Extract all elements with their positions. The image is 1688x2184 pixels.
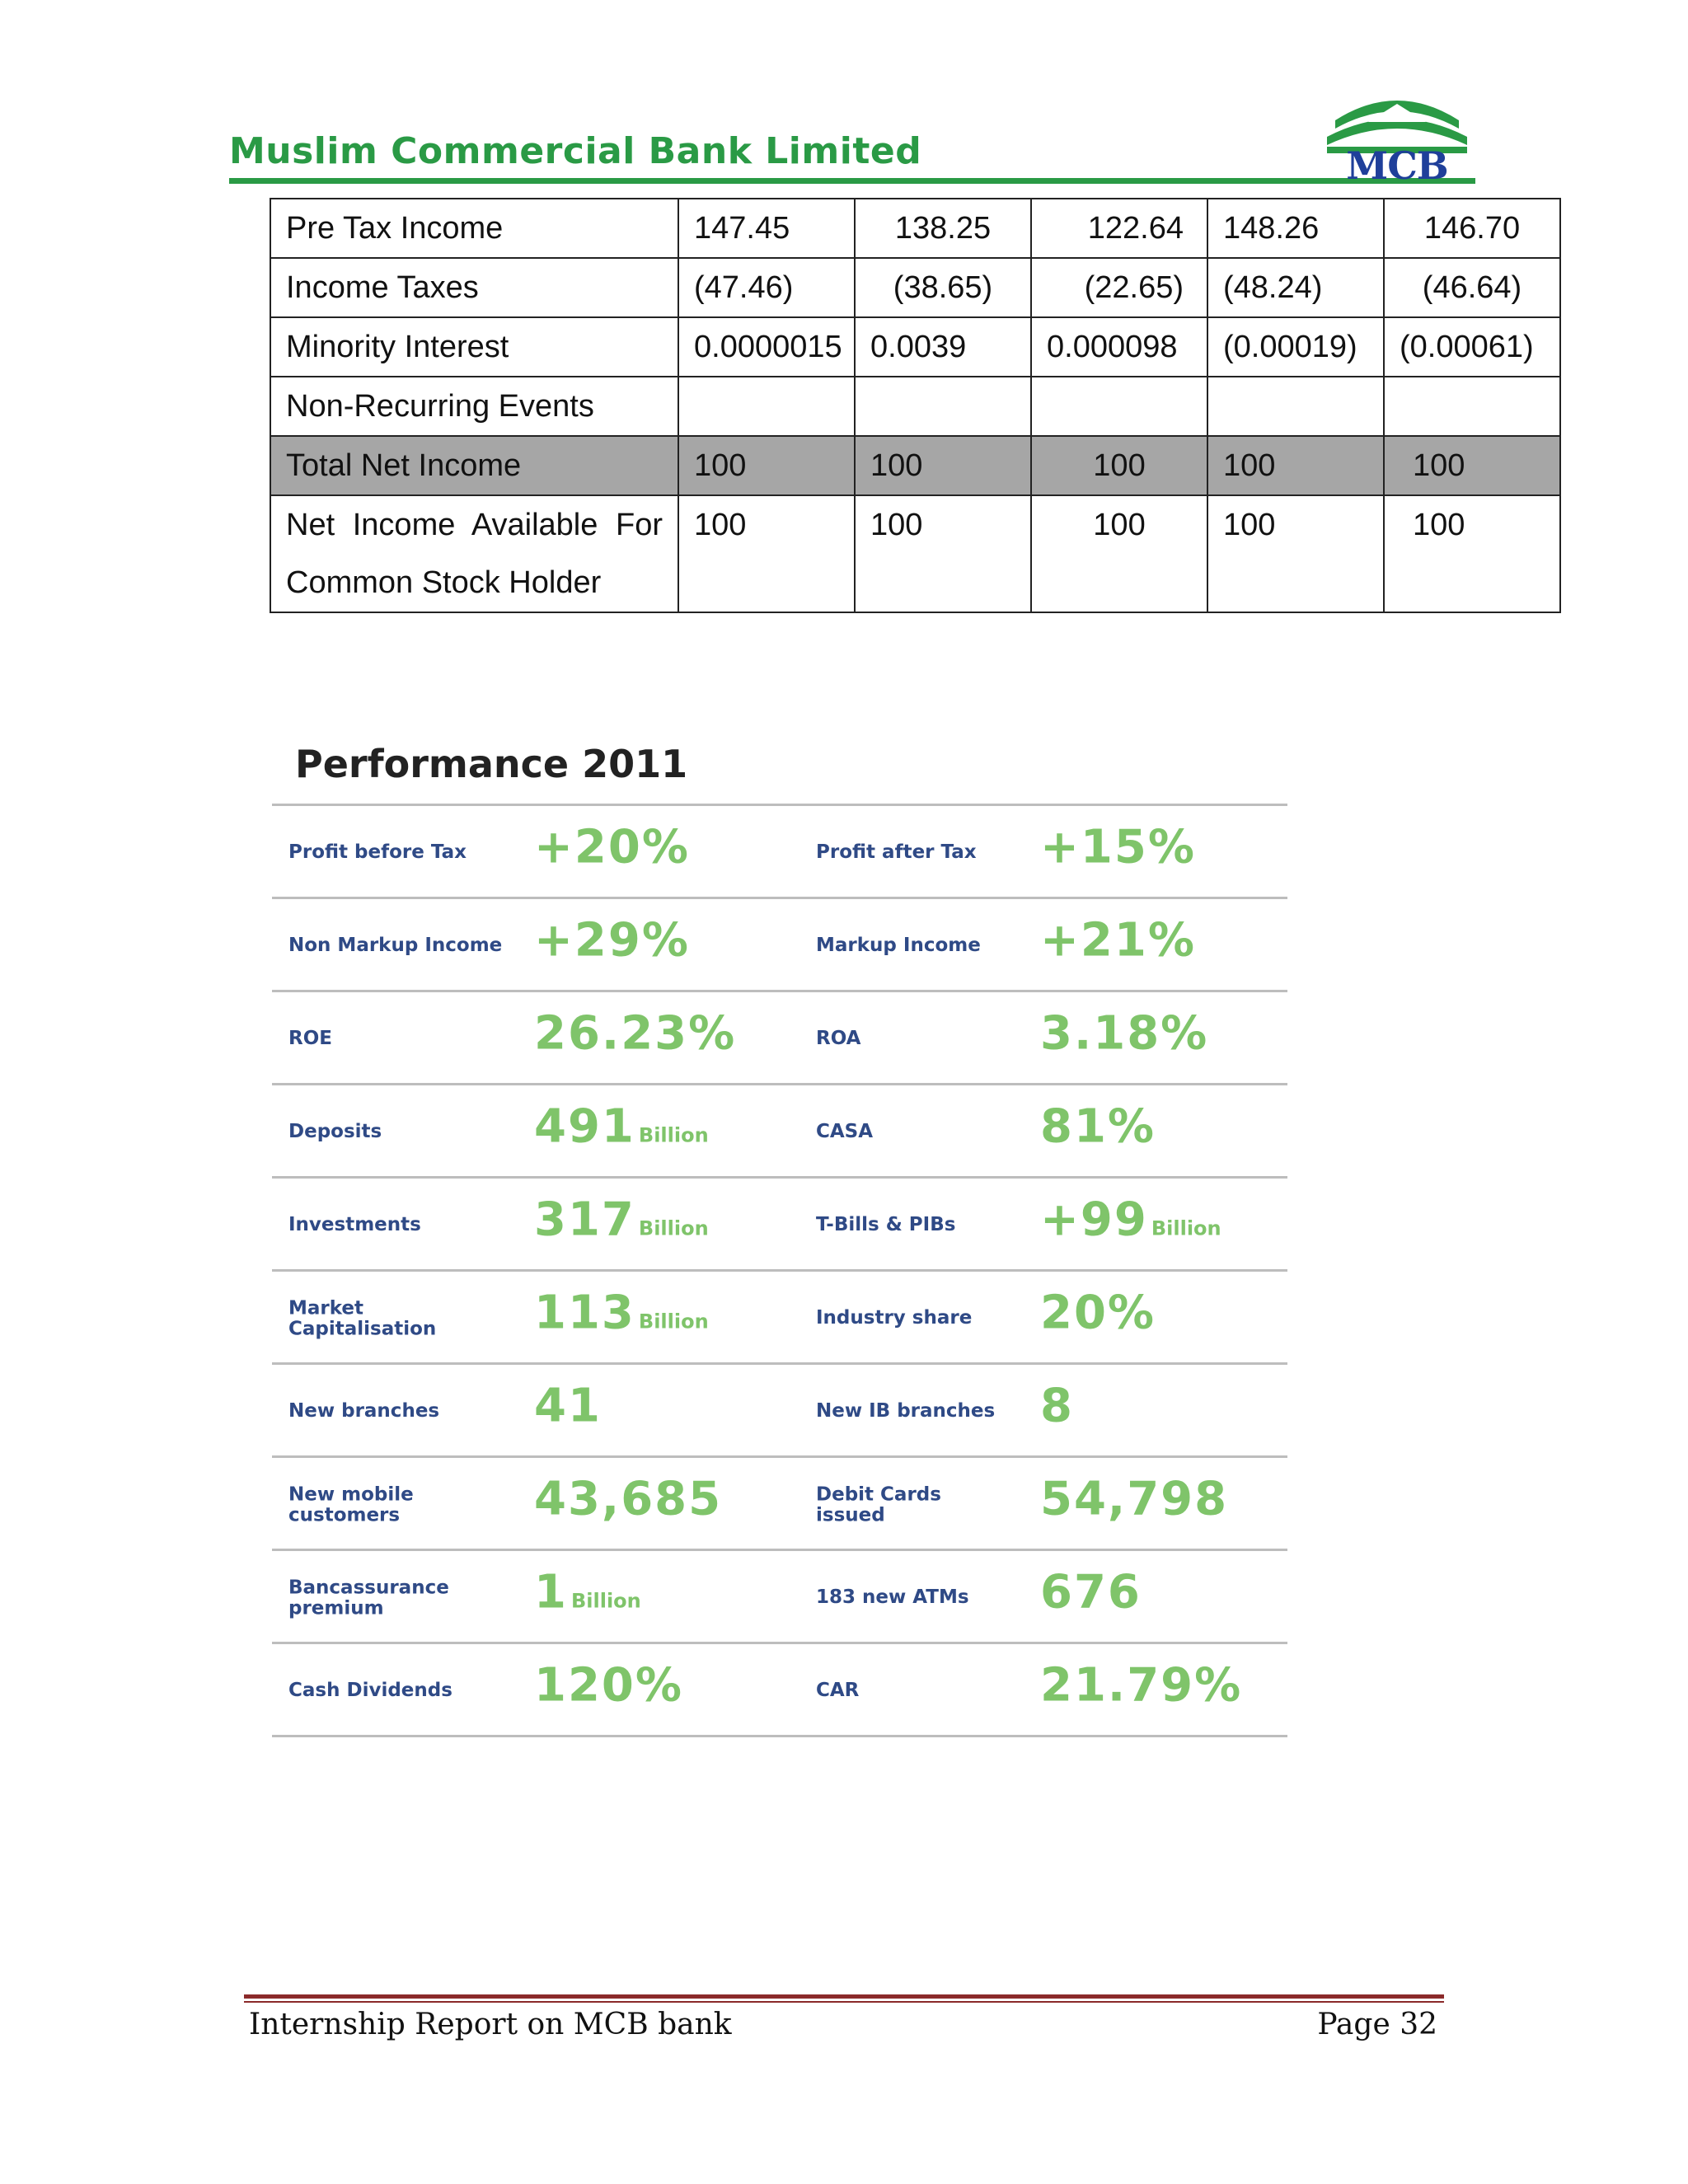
metric-label: Market Capitalisation — [288, 1297, 437, 1340]
metric-value — [1040, 1472, 1228, 1526]
metric-unit: Billion — [638, 1216, 709, 1240]
bank-name-heading: Muslim Commercial Bank Limited — [229, 130, 922, 172]
performance-row — [272, 804, 1287, 897]
metric-value — [534, 1099, 709, 1153]
metric-value — [1040, 1565, 1142, 1619]
performance-row — [272, 897, 1287, 990]
metric-label: Markup Income — [816, 934, 981, 956]
table-row — [270, 258, 1560, 317]
table-cell: 0.000098 — [1031, 317, 1207, 377]
metric-label: Bancassurance premium — [288, 1577, 449, 1619]
row-label: Non-Recurring Events — [270, 377, 678, 436]
metric-number: 81% — [1040, 1099, 1156, 1154]
table-cell: 100 — [1384, 495, 1560, 612]
performance-row — [272, 1083, 1287, 1176]
metric-label: Profit before Tax — [288, 841, 467, 863]
table-cell: 148.26 — [1207, 199, 1384, 258]
table-cell: 100 — [1031, 436, 1207, 495]
table-cell: 100 — [678, 495, 855, 612]
metric-value — [534, 1565, 641, 1619]
footer-rule-thin — [244, 2001, 1444, 2003]
metric-label: Deposits — [288, 1120, 382, 1142]
footer-report-title: Internship Report on MCB bank — [249, 2008, 732, 2041]
table-cell: (48.24) — [1207, 258, 1384, 317]
table-cell: 100 — [1031, 495, 1207, 612]
metric-value — [534, 913, 690, 967]
metric-unit: Billion — [638, 1310, 709, 1333]
net-income-table — [270, 198, 1561, 613]
header-rule — [229, 178, 1475, 184]
performance-grid — [272, 804, 1287, 1737]
performance-row — [272, 1549, 1287, 1642]
metric-number: 26.23% — [534, 1006, 737, 1061]
metric-label: New branches — [288, 1399, 440, 1422]
metric-number: 41 — [534, 1379, 602, 1433]
metric-number: +21% — [1040, 913, 1196, 968]
metric-label: Debit Cards issued — [816, 1483, 941, 1526]
mcb-logo — [1319, 89, 1475, 188]
table-row — [270, 199, 1560, 258]
mcb-logo-text: MCB — [1346, 143, 1448, 188]
performance-row — [272, 990, 1287, 1083]
metric-number: 120% — [534, 1658, 684, 1713]
metric-unit: Billion — [570, 1589, 641, 1613]
metric-value — [1040, 1099, 1156, 1153]
row-label: Minority Interest — [270, 317, 678, 377]
table-row — [270, 317, 1560, 377]
table-row — [270, 377, 1560, 436]
metric-number: 491 — [534, 1099, 635, 1154]
metric-value — [1040, 1658, 1242, 1712]
table-cell — [1031, 377, 1207, 436]
metric-label: New mobile customers — [288, 1483, 414, 1526]
metric-label: ROA — [816, 1027, 861, 1049]
performance-row — [272, 1362, 1287, 1455]
table-cell: 100 — [1207, 436, 1384, 495]
table-row — [270, 495, 1560, 612]
metric-label: Industry share — [816, 1306, 973, 1329]
metric-number: 317 — [534, 1193, 635, 1247]
metric-label: Investments — [288, 1213, 421, 1235]
table-cell — [1207, 377, 1384, 436]
metric-number: 676 — [1040, 1565, 1142, 1619]
table-row-total-net-income — [270, 436, 1560, 495]
metric-number: 1 — [534, 1565, 568, 1619]
metric-number: 20% — [1040, 1286, 1156, 1340]
performance-title: Performance 2011 — [295, 742, 688, 786]
performance-row — [272, 1642, 1287, 1737]
metric-value — [1040, 1006, 1208, 1060]
performance-row — [272, 1176, 1287, 1269]
footer-rule — [244, 1994, 1444, 1999]
footer-page-number: Page 32 — [1317, 2008, 1437, 2041]
metric-value — [1040, 1379, 1074, 1432]
metric-value — [534, 1193, 709, 1246]
metric-label: CASA — [816, 1120, 874, 1142]
metric-label: ROE — [288, 1027, 332, 1049]
table-cell — [855, 377, 1031, 436]
table-cell: 100 — [1207, 495, 1384, 612]
metric-label: CAR — [816, 1679, 860, 1701]
metric-label: Non Markup Income — [288, 934, 503, 956]
metric-number: 113 — [534, 1286, 635, 1340]
metric-value — [1040, 1193, 1221, 1246]
table-cell: (46.64) — [1384, 258, 1560, 317]
table-cell: 146.70 — [1384, 199, 1560, 258]
performance-row — [272, 1455, 1287, 1549]
metric-number: 54,798 — [1040, 1472, 1229, 1526]
metric-label: 183 new ATMs — [816, 1586, 969, 1608]
table-cell: (0.00019) — [1207, 317, 1384, 377]
metric-unit: Billion — [1151, 1216, 1221, 1240]
table-cell: 0.0000015 — [678, 317, 855, 377]
metric-value — [534, 1472, 722, 1526]
performance-row — [272, 1269, 1287, 1362]
table-cell: 138.25 — [855, 199, 1031, 258]
table-cell: (0.00061) — [1384, 317, 1560, 377]
metric-unit: Billion — [638, 1123, 709, 1147]
metric-label: Profit after Tax — [816, 841, 977, 863]
table-cell: 0.0039 — [855, 317, 1031, 377]
metric-number: 21.79% — [1040, 1658, 1243, 1713]
metric-value — [534, 1658, 683, 1712]
metric-value — [1040, 820, 1196, 874]
metric-number: 43,685 — [534, 1472, 723, 1526]
table-cell: 147.45 — [678, 199, 855, 258]
table-cell: (47.46) — [678, 258, 855, 317]
metric-value — [1040, 913, 1196, 967]
row-label: Net Income Available For Common Stock Holder — [270, 495, 678, 612]
row-label: Total Net Income — [270, 436, 678, 495]
metric-value — [1040, 1286, 1156, 1339]
metric-value — [534, 820, 690, 874]
row-label: Pre Tax Income — [270, 199, 678, 258]
metric-number: +29% — [534, 913, 690, 968]
table-cell: 122.64 — [1031, 199, 1207, 258]
table-cell: 100 — [1384, 436, 1560, 495]
metric-label: New IB branches — [816, 1399, 996, 1422]
table-cell — [1384, 377, 1560, 436]
metric-value — [534, 1379, 602, 1432]
table-cell: 100 — [855, 436, 1031, 495]
metric-number: +20% — [534, 820, 690, 874]
metric-number: 3.18% — [1040, 1006, 1209, 1061]
metric-label: Cash Dividends — [288, 1679, 452, 1701]
table-cell: (22.65) — [1031, 258, 1207, 317]
metric-value — [534, 1286, 709, 1339]
table-cell — [678, 377, 855, 436]
table-cell: (38.65) — [855, 258, 1031, 317]
row-label: Income Taxes — [270, 258, 678, 317]
metric-label: T-Bills & PIBs — [816, 1213, 956, 1235]
metric-number: 8 — [1040, 1379, 1074, 1433]
metric-value — [534, 1006, 736, 1060]
table-cell: 100 — [678, 436, 855, 495]
metric-number: +99 — [1040, 1193, 1148, 1247]
table-cell: 100 — [855, 495, 1031, 612]
metric-number: +15% — [1040, 820, 1196, 874]
